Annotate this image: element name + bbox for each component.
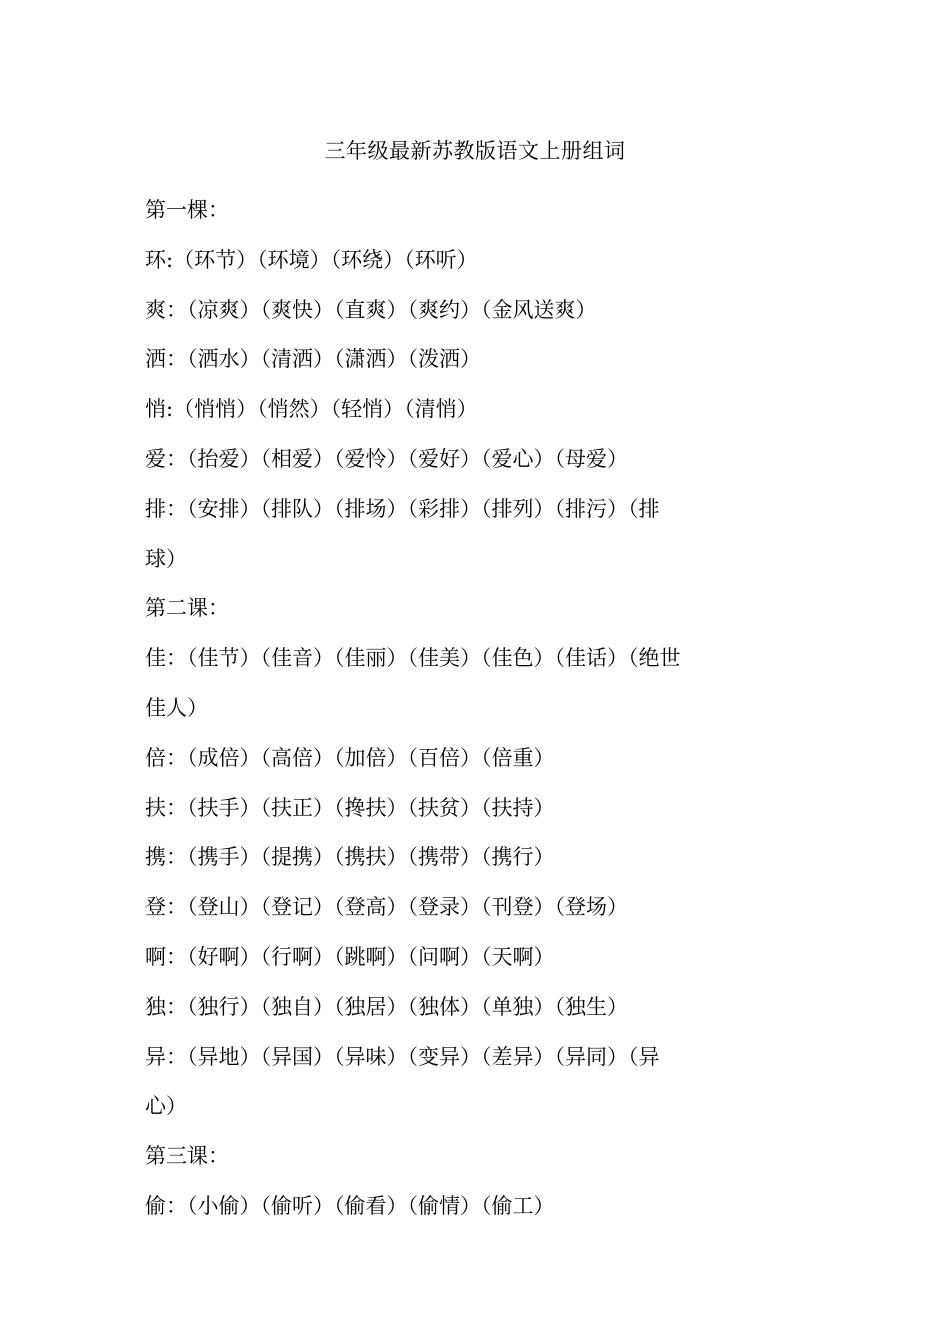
section-heading-lesson-3: 第三课： xyxy=(145,1144,229,1169)
word-entry-bei: 倍：（成倍）（高倍）（加倍）（百倍）（倍重） xyxy=(145,745,555,770)
word-entry-jia-continued: 佳人） xyxy=(145,695,208,720)
word-entry-du: 独：（独行）（独自）（独居）（独体）（单独）（独生） xyxy=(145,994,628,1019)
document-title: 三年级最新苏教版语文上册组词 xyxy=(324,139,626,163)
word-entry-deng: 登：（登山）（登记）（登高）（登录）（刊登）（登场） xyxy=(145,895,628,920)
word-entry-fu: 扶：（扶手）（扶正）（搀扶）（扶贫）（扶持） xyxy=(145,795,555,820)
word-entry-tou: 偷：（小偷）（偷听）（偷看）（偷情）（偷工） xyxy=(145,1193,555,1218)
section-heading-lesson-2: 第二课： xyxy=(145,596,229,621)
word-entry-yi-continued: 心） xyxy=(145,1094,187,1119)
word-entry-ai: 爱：（抬爱）（相爱）（爱怜）（爱好）（爱心）（母爱） xyxy=(145,446,628,471)
document-body xyxy=(145,186,810,1232)
word-entry-pai: 排：（安排）（排队）（排场）（彩排）（排列）（排污）（排 xyxy=(145,496,660,521)
word-entry-sa: 洒：（洒水）（清洒）（潇洒）（泼洒） xyxy=(145,347,481,372)
word-entry-huan: 环:（环节）（环境）（环绕）（环听） xyxy=(145,247,478,272)
word-entry-yi: 异：（异地）（异国）（异味）（变异）（差异）（异同）（异 xyxy=(145,1044,660,1069)
word-entry-xie: 携：（携手）（提携）（携扶）（携带）（携行） xyxy=(145,845,555,870)
section-heading-lesson-1: 第一棵： xyxy=(145,198,229,222)
word-entry-shuang: 爽：（凉爽）（爽快）（直爽）（爽约）（金风送爽） xyxy=(145,297,597,322)
word-entry-jia: 佳：（佳节）（佳音）（佳丽）（佳美）（佳色）（佳话）（绝世 xyxy=(145,646,681,671)
word-entry-a: 啊：（好啊）（行啊）（跳啊）（问啊）（天啊） xyxy=(145,944,555,969)
word-entry-pai-continued: 球） xyxy=(145,546,187,571)
word-entry-qiao: 悄:（悄悄）（悄然）（轻悄）（清悄） xyxy=(145,397,478,422)
